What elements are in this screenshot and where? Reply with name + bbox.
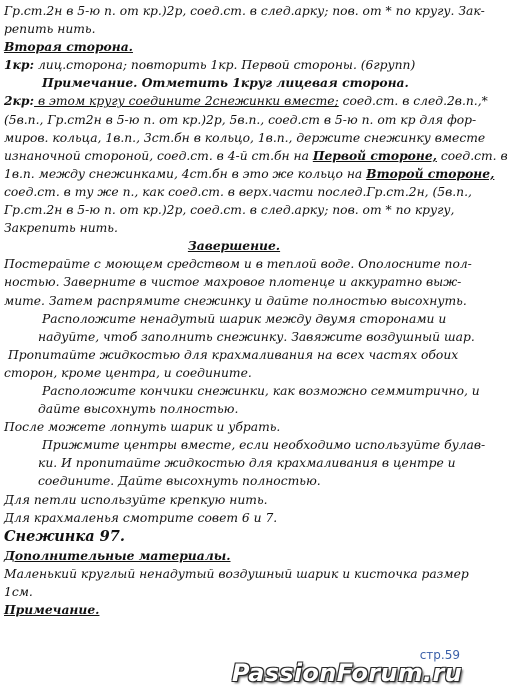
text-line: Для петли используйте крепкую нить. bbox=[4, 492, 268, 507]
section-heading-second-side: Вторая сторона. bbox=[4, 39, 133, 55]
round-1-line bbox=[4, 56, 464, 74]
round-2-line bbox=[4, 92, 488, 110]
note-heading: Примечание. bbox=[4, 602, 100, 617]
text-span: 1в.п. между снежинками, 4ст.бн в это же кольцо на bbox=[4, 166, 367, 181]
section-heading-finishing: Завершение. bbox=[187, 238, 281, 254]
text-line: Расположите кончики снежинки, как возможно семмитрично, и bbox=[42, 383, 480, 398]
text-line: надуйте, чтоб заполнить снежинку. Завяжите воздушный шар. bbox=[38, 329, 475, 344]
text-line: сторон, кроме центра, и соедините. bbox=[4, 365, 252, 380]
first-side-ref: Первой стороне, bbox=[312, 147, 437, 163]
join-instruction: в этом кругу соедините 2снежинки вместе; bbox=[34, 94, 339, 109]
text-line: Маленький круглый ненадутый воздушный шарик и кисточка размер bbox=[4, 566, 469, 581]
text-span: соед.ст. в bbox=[436, 148, 508, 163]
page-number: стр.59 bbox=[419, 648, 460, 662]
text-line: миров. кольца, 1в.п., 3ст.бн в кольцо, 1в.п., держите снежинку вместе bbox=[4, 130, 486, 145]
note-line: Примечание. Отметить 1круг лицевая сторона. bbox=[42, 75, 409, 91]
text-line: Гр.ст.2н в 5-ю п. от кр.)2р, соед.ст. в след.арку; пов. от * по кругу, bbox=[4, 203, 455, 218]
text-line: Постерайте с моющем средством и в теплой воде. Ополосните пол- bbox=[4, 257, 472, 272]
text-line: Прижмите центры вместе, если необходимо используйте булав- bbox=[42, 438, 486, 453]
second-side-ref: Второй стороне, bbox=[366, 165, 495, 181]
round-label: 2кр: bbox=[4, 93, 35, 109]
text-span: изнаночной стороной, соед.ст. в 4-й ст.бн на bbox=[4, 148, 313, 163]
text-line: Пропитайте жидкостью для крахмаливания на всех частях обоих bbox=[8, 347, 459, 362]
text-line bbox=[4, 147, 508, 165]
text-span: лиц.сторона; повторить 1кр. Первой стороны. (6групп) bbox=[34, 58, 416, 73]
text-line: Гр.ст.2н в 5-ю п. от кр.)2р, соед.ст. в след.арку; пов. от * по кругу. Зак- bbox=[4, 4, 485, 18]
text-line: Расположите ненадутый шарик между двумя сторонами и bbox=[42, 311, 447, 326]
text-line bbox=[4, 165, 495, 183]
materials-heading: Дополнительные материалы. bbox=[4, 547, 231, 563]
text-line: 1см. bbox=[4, 584, 33, 599]
text-line: ностью. Заверните в чистое махровое плотенце и аккуратно выж- bbox=[4, 275, 462, 290]
text-line: мите. Затем распрямите снежинку и дайте полностью высохнуть. bbox=[4, 293, 467, 308]
pattern-title: Снежинка 97. bbox=[4, 527, 125, 545]
site-watermark: PassionForum.ru bbox=[231, 659, 462, 687]
text-line: дайте высохнуть полностью. bbox=[38, 402, 239, 417]
text-line: Закрепить нить. bbox=[4, 221, 118, 236]
text-line: ки. И пропитайте жидкостью для крахмаливания в центре и bbox=[38, 456, 456, 471]
text-line: Для крахмаленья смотрите совет 6 и 7. bbox=[4, 510, 278, 525]
text-line: репить нить. bbox=[4, 22, 96, 37]
text-line: (5в.п., Гр.ст2н в 5-ю п. от кр.)2р, 5в.п., соед.ст в 5-ю п. от кр для фор- bbox=[4, 112, 477, 127]
text-span: соед.ст. в след.2в.п.,* bbox=[338, 94, 488, 109]
text-line: После можете лопнуть шарик и убрать. bbox=[4, 420, 281, 435]
text-line: соед.ст. в ту же п., как соед.ст. в верх.части послед.Гр.ст.2н, (5в.п., bbox=[4, 184, 472, 199]
text-line: соедините. Дайте высохнуть полностью. bbox=[38, 474, 321, 489]
round-label: 1кр: bbox=[4, 57, 35, 73]
